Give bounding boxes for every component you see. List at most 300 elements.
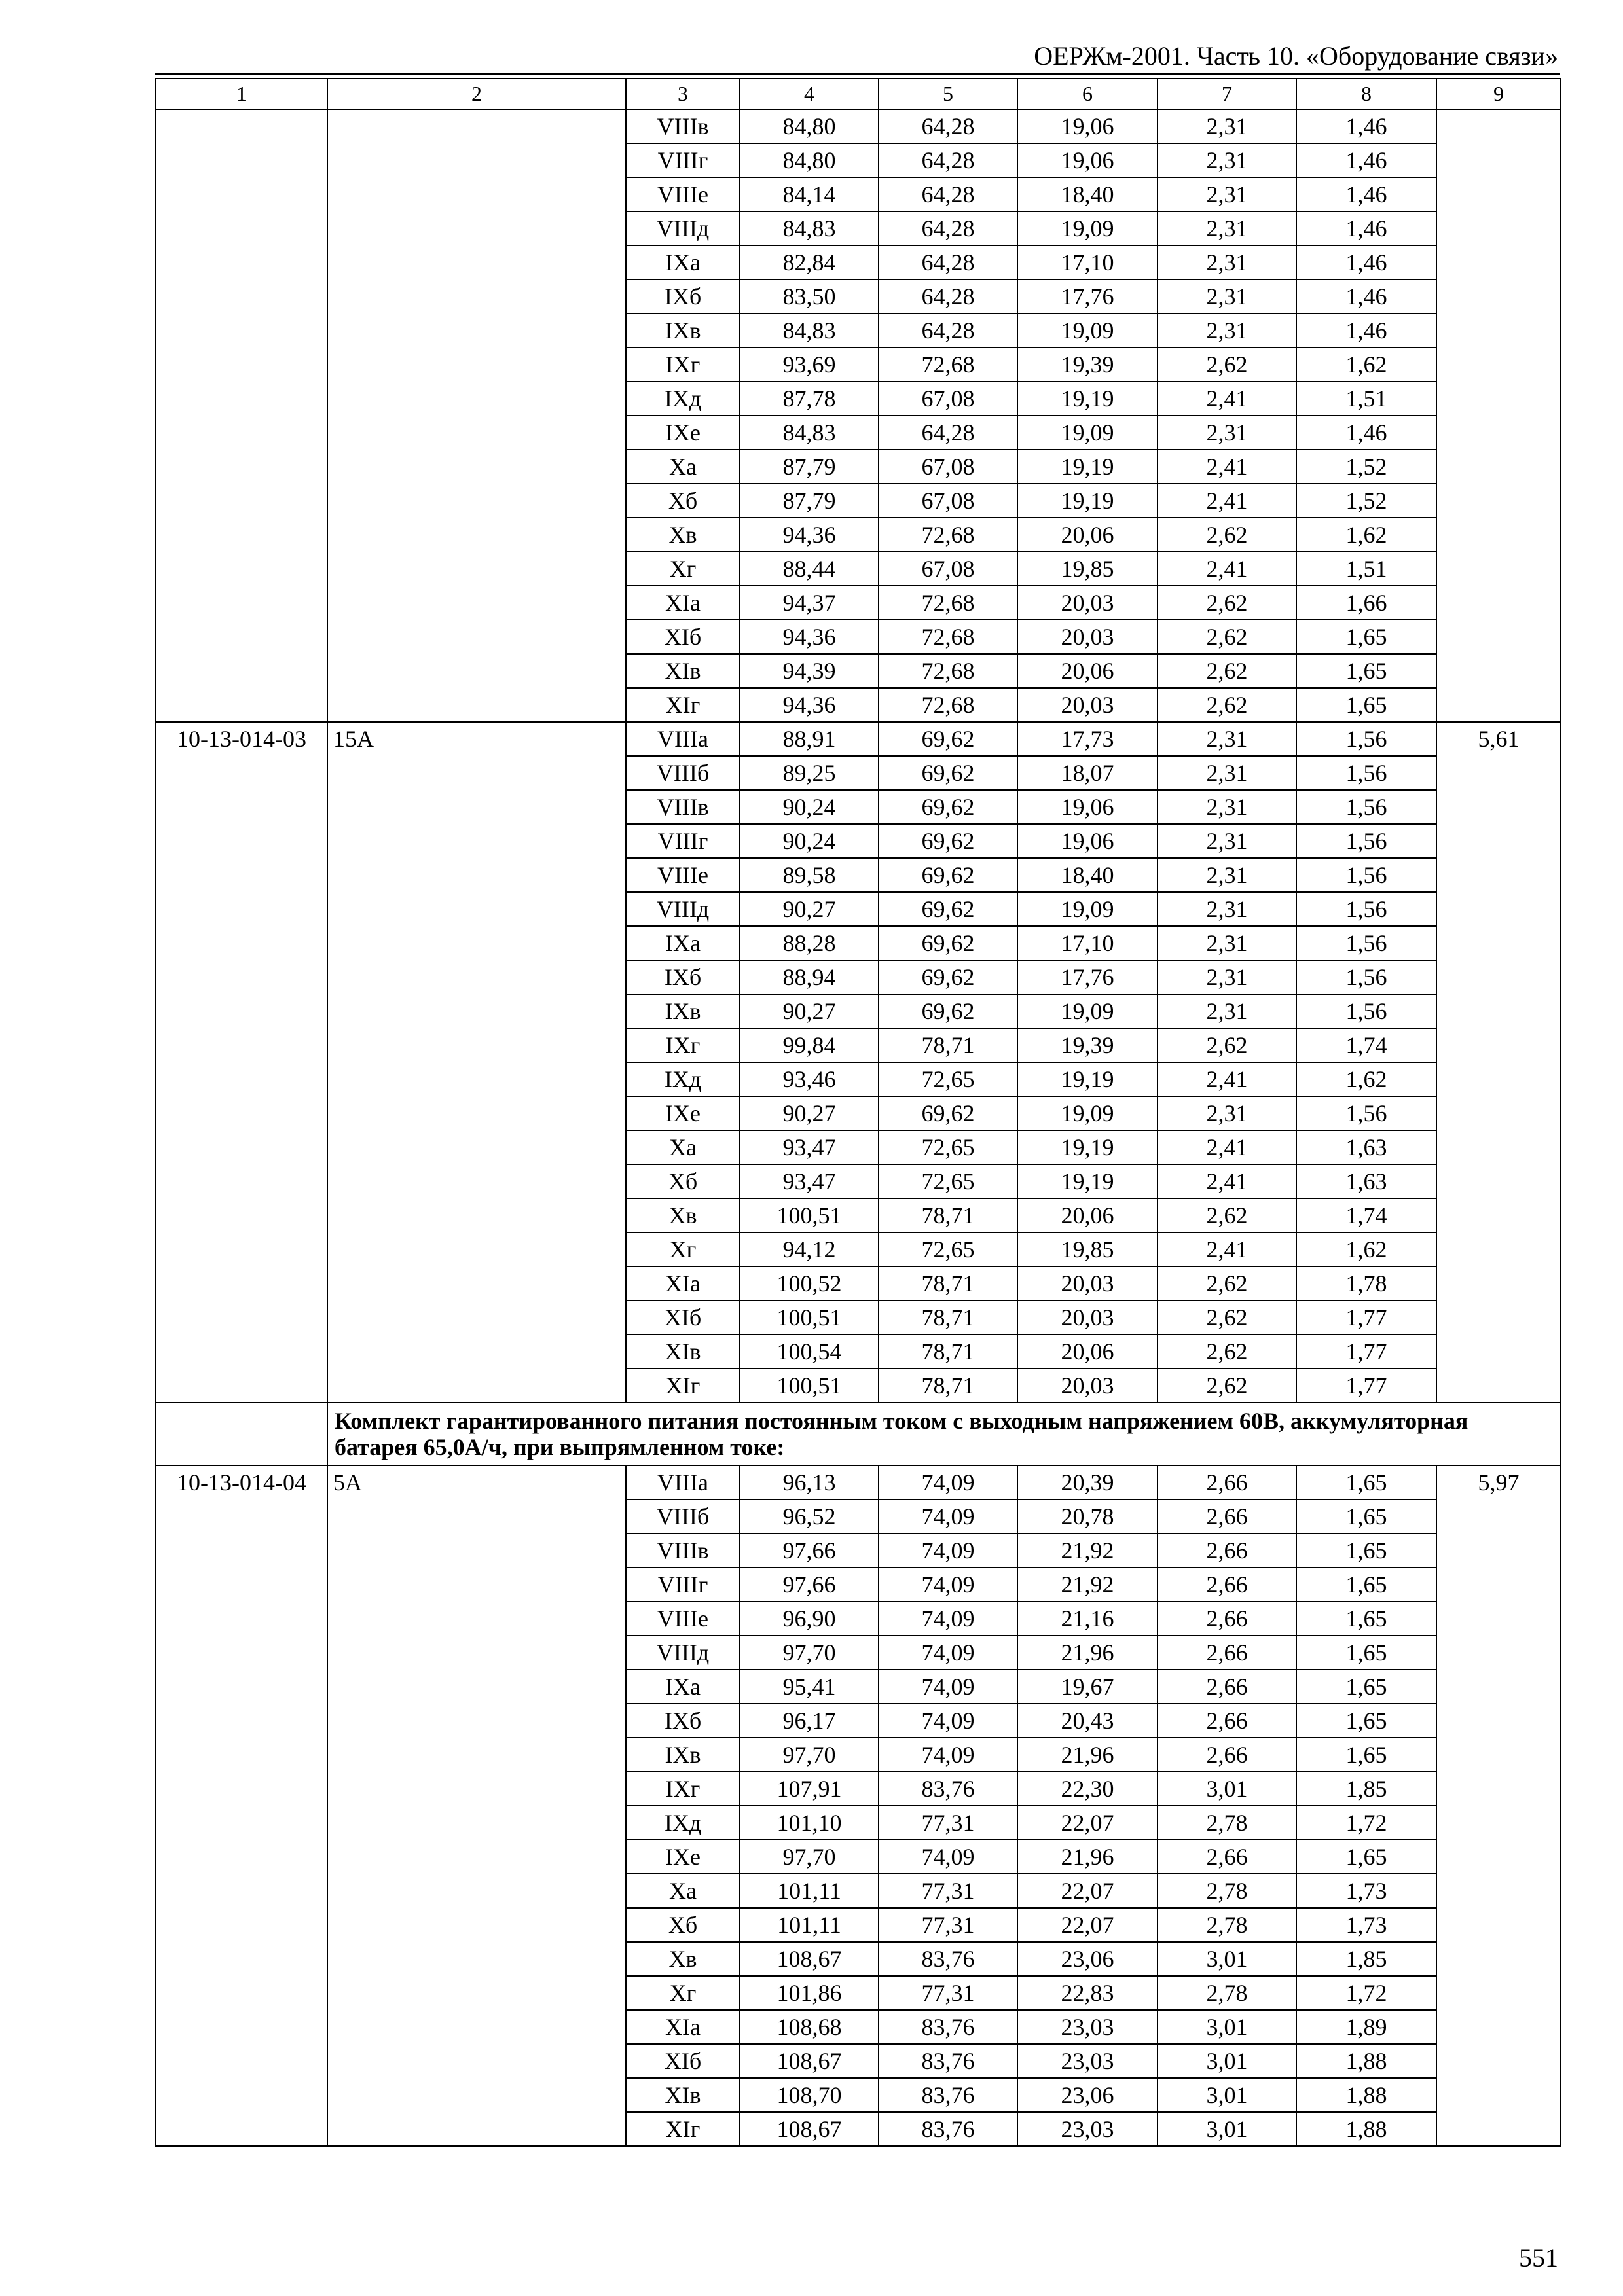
value-cell: 93,47 <box>740 1164 879 1198</box>
value-cell: 107,91 <box>740 1772 879 1806</box>
value-cell: 3,01 <box>1158 1772 1296 1806</box>
value-cell: 1,56 <box>1296 824 1436 858</box>
value-cell: 96,90 <box>740 1602 879 1636</box>
value-cell: 1,65 <box>1296 654 1436 688</box>
value-cell: 97,70 <box>740 1738 879 1772</box>
table-row <box>156 1465 1561 1499</box>
value-cell: 1,85 <box>1296 1942 1436 1976</box>
value-cell: 19,06 <box>1017 790 1158 824</box>
value-cell: 101,11 <box>740 1908 879 1942</box>
value-cell: 20,06 <box>1017 1335 1158 1369</box>
value-cell: 20,03 <box>1017 586 1158 620</box>
value-cell: 2,31 <box>1158 722 1296 756</box>
value-cell: 74,09 <box>879 1465 1017 1499</box>
value-cell: 90,27 <box>740 1096 879 1130</box>
value-cell: 90,24 <box>740 824 879 858</box>
value-cell: 1,65 <box>1296 1499 1436 1534</box>
zone-cell: XIб <box>626 1300 740 1335</box>
value-cell: 64,28 <box>879 416 1017 450</box>
value-cell: 2,62 <box>1158 620 1296 654</box>
value-cell: 74,09 <box>879 1840 1017 1874</box>
value-cell: 1,56 <box>1296 858 1436 892</box>
value-cell: 20,39 <box>1017 1465 1158 1499</box>
value-cell: 69,62 <box>879 1096 1017 1130</box>
value-cell: 19,39 <box>1017 348 1158 382</box>
value-cell: 90,27 <box>740 994 879 1028</box>
value-cell: 1,65 <box>1296 1602 1436 1636</box>
value-cell: 17,73 <box>1017 722 1158 756</box>
zone-cell: XIг <box>626 2112 740 2146</box>
value-cell: 3,01 <box>1158 2078 1296 2112</box>
zone-cell: Xа <box>626 1874 740 1908</box>
value-cell: 19,67 <box>1017 1670 1158 1704</box>
value-cell: 72,65 <box>879 1164 1017 1198</box>
value-cell: 2,66 <box>1158 1840 1296 1874</box>
value-cell: 72,68 <box>879 586 1017 620</box>
value-cell: 64,28 <box>879 245 1017 279</box>
value-cell: 20,03 <box>1017 1300 1158 1335</box>
column-number-row <box>156 79 1561 109</box>
value-cell: 21,92 <box>1017 1534 1158 1568</box>
value-cell: 19,19 <box>1017 1130 1158 1164</box>
value-cell: 19,06 <box>1017 109 1158 143</box>
value-cell: 19,09 <box>1017 892 1158 926</box>
value-cell: 2,41 <box>1158 1164 1296 1198</box>
value-cell: 19,06 <box>1017 143 1158 177</box>
zone-cell: IXа <box>626 245 740 279</box>
value-cell: 90,27 <box>740 892 879 926</box>
value-cell: 72,65 <box>879 1062 1017 1096</box>
value-cell: 1,51 <box>1296 552 1436 586</box>
column-number: 2 <box>327 79 626 109</box>
value-cell: 1,62 <box>1296 1062 1436 1096</box>
value-cell: 2,66 <box>1158 1636 1296 1670</box>
zone-cell: VIIIе <box>626 1602 740 1636</box>
value-cell: 84,80 <box>740 109 879 143</box>
value-cell: 88,28 <box>740 926 879 960</box>
value-cell: 64,28 <box>879 314 1017 348</box>
value-cell: 108,70 <box>740 2078 879 2112</box>
value-cell: 1,62 <box>1296 518 1436 552</box>
value-cell: 2,66 <box>1158 1534 1296 1568</box>
value-cell: 18,40 <box>1017 177 1158 211</box>
value-cell: 1,46 <box>1296 143 1436 177</box>
value-cell: 19,09 <box>1017 314 1158 348</box>
zone-cell: XIа <box>626 1266 740 1300</box>
value-cell: 2,62 <box>1158 688 1296 722</box>
value-cell: 96,52 <box>740 1499 879 1534</box>
zone-cell: VIIIб <box>626 756 740 790</box>
zone-cell: XIб <box>626 2044 740 2078</box>
value-cell: 108,68 <box>740 2010 879 2044</box>
zone-cell: VIIIв <box>626 109 740 143</box>
value-cell: 64,28 <box>879 177 1017 211</box>
zone-cell: IXа <box>626 926 740 960</box>
value-cell: 1,52 <box>1296 450 1436 484</box>
value-cell: 74,09 <box>879 1499 1017 1534</box>
value-cell: 74,09 <box>879 1704 1017 1738</box>
value-cell: 84,14 <box>740 177 879 211</box>
value-cell: 94,36 <box>740 688 879 722</box>
zone-cell: IXе <box>626 416 740 450</box>
value-cell: 1,66 <box>1296 586 1436 620</box>
column-number: 6 <box>1017 79 1158 109</box>
value-cell: 83,50 <box>740 279 879 314</box>
zone-cell: IXд <box>626 1806 740 1840</box>
value-cell: 2,31 <box>1158 416 1296 450</box>
value-cell: 2,66 <box>1158 1738 1296 1772</box>
zone-cell: Xг <box>626 1232 740 1266</box>
value-cell: 1,65 <box>1296 620 1436 654</box>
value-cell: 64,28 <box>879 279 1017 314</box>
value-cell: 20,03 <box>1017 688 1158 722</box>
value-cell: 2,62 <box>1158 654 1296 688</box>
value-cell: 19,39 <box>1017 1028 1158 1062</box>
value-cell: 78,71 <box>879 1300 1017 1335</box>
value-cell: 1,72 <box>1296 1976 1436 2010</box>
value-cell: 2,41 <box>1158 1232 1296 1266</box>
value-cell: 2,78 <box>1158 1806 1296 1840</box>
value-cell: 87,79 <box>740 450 879 484</box>
zone-cell: Xв <box>626 518 740 552</box>
value-cell: 100,54 <box>740 1335 879 1369</box>
value-cell: 2,78 <box>1158 1908 1296 1942</box>
value-cell: 22,07 <box>1017 1908 1158 1942</box>
value-cell: 20,06 <box>1017 654 1158 688</box>
value-cell: 1,62 <box>1296 1232 1436 1266</box>
zone-cell: XIб <box>626 620 740 654</box>
zone-cell: Xб <box>626 1164 740 1198</box>
value-cell: 17,10 <box>1017 245 1158 279</box>
value-cell: 2,66 <box>1158 1602 1296 1636</box>
zone-cell: IXг <box>626 1772 740 1806</box>
page-number: 551 <box>1519 2243 1558 2272</box>
value-cell: 22,83 <box>1017 1976 1158 2010</box>
value-cell: 1,77 <box>1296 1335 1436 1369</box>
zone-cell: IXг <box>626 1028 740 1062</box>
value-cell: 2,31 <box>1158 279 1296 314</box>
value-cell: 2,31 <box>1158 314 1296 348</box>
value-cell: 72,65 <box>879 1232 1017 1266</box>
value-cell: 1,56 <box>1296 994 1436 1028</box>
value-cell: 2,66 <box>1158 1499 1296 1534</box>
value-cell: 2,31 <box>1158 177 1296 211</box>
value-cell: 1,89 <box>1296 2010 1436 2044</box>
value-cell: 2,78 <box>1158 1976 1296 2010</box>
zone-cell: IXд <box>626 1062 740 1096</box>
value-cell: 2,31 <box>1158 245 1296 279</box>
value-cell: 101,11 <box>740 1874 879 1908</box>
zone-cell: Xг <box>626 1976 740 2010</box>
value-cell: 74,09 <box>879 1534 1017 1568</box>
table-body <box>156 79 1561 2146</box>
value-cell: 1,46 <box>1296 211 1436 245</box>
value-cell: 84,83 <box>740 314 879 348</box>
value-cell: 19,06 <box>1017 824 1158 858</box>
section-heading: Комплект гарантированного питания постоянным током с выходным напряжением 60В, аккумуляторная батарея 65,0А/ч, при выпрямленном токе: <box>327 1403 1561 1465</box>
value-cell: 3,01 <box>1158 2044 1296 2078</box>
value-cell: 1,73 <box>1296 1908 1436 1942</box>
value-cell: 83,76 <box>879 2078 1017 2112</box>
value-cell: 1,56 <box>1296 960 1436 994</box>
value-cell: 21,92 <box>1017 1568 1158 1602</box>
value-cell: 1,63 <box>1296 1130 1436 1164</box>
value-cell: 19,09 <box>1017 211 1158 245</box>
zone-cell: IXб <box>626 1704 740 1738</box>
value-cell: 1,65 <box>1296 1534 1436 1568</box>
value-cell: 1,63 <box>1296 1164 1436 1198</box>
value-cell: 17,10 <box>1017 926 1158 960</box>
value-cell: 67,08 <box>879 450 1017 484</box>
value-cell: 2,31 <box>1158 960 1296 994</box>
value-cell: 3,01 <box>1158 1942 1296 1976</box>
value-cell: 2,62 <box>1158 1300 1296 1335</box>
value-cell: 83,76 <box>879 2044 1017 2078</box>
value-cell: 72,68 <box>879 348 1017 382</box>
value-cell: 97,70 <box>740 1636 879 1670</box>
value-cell: 2,31 <box>1158 926 1296 960</box>
value-cell: 77,31 <box>879 1874 1017 1908</box>
value-cell: 19,19 <box>1017 382 1158 416</box>
value-cell: 108,67 <box>740 2044 879 2078</box>
zone-cell: VIIIд <box>626 211 740 245</box>
zone-cell: Xв <box>626 1942 740 1976</box>
value-cell: 19,85 <box>1017 1232 1158 1266</box>
zone-cell: VIIIе <box>626 858 740 892</box>
value-cell: 2,31 <box>1158 892 1296 926</box>
value-cell: 100,51 <box>740 1198 879 1232</box>
rates-table <box>155 78 1561 2147</box>
value-cell: 78,71 <box>879 1335 1017 1369</box>
value-cell: 2,66 <box>1158 1704 1296 1738</box>
value-cell: 20,06 <box>1017 518 1158 552</box>
code-cell: 10-13-014-03 <box>156 722 327 1403</box>
value-cell: 2,62 <box>1158 518 1296 552</box>
value-cell: 84,83 <box>740 416 879 450</box>
value-cell: 84,80 <box>740 143 879 177</box>
value-cell: 21,96 <box>1017 1636 1158 1670</box>
value-cell: 2,41 <box>1158 1130 1296 1164</box>
value-cell: 78,71 <box>879 1198 1017 1232</box>
zone-cell: Xа <box>626 450 740 484</box>
value-cell: 1,73 <box>1296 1874 1436 1908</box>
value-cell: 22,30 <box>1017 1772 1158 1806</box>
value-cell: 69,62 <box>879 926 1017 960</box>
header-rule <box>155 73 1560 75</box>
value-cell: 19,19 <box>1017 1062 1158 1096</box>
value-cell: 88,94 <box>740 960 879 994</box>
zone-cell: XIг <box>626 688 740 722</box>
current-cell <box>327 109 626 722</box>
value-cell: 72,68 <box>879 518 1017 552</box>
zone-cell: VIIIв <box>626 790 740 824</box>
value-cell: 1,65 <box>1296 1840 1436 1874</box>
value-cell: 18,07 <box>1017 756 1158 790</box>
value-cell: 1,65 <box>1296 1704 1436 1738</box>
value-cell: 21,16 <box>1017 1602 1158 1636</box>
value-cell: 23,03 <box>1017 2112 1158 2146</box>
column-number: 1 <box>156 79 327 109</box>
zone-cell: XIа <box>626 586 740 620</box>
value-cell: 69,62 <box>879 756 1017 790</box>
value-cell: 19,09 <box>1017 994 1158 1028</box>
value-cell: 2,62 <box>1158 1198 1296 1232</box>
value-cell: 74,09 <box>879 1670 1017 1704</box>
value-cell: 101,10 <box>740 1806 879 1840</box>
value-cell: 2,31 <box>1158 211 1296 245</box>
value-cell: 1,46 <box>1296 177 1436 211</box>
value-cell: 1,77 <box>1296 1369 1436 1403</box>
zone-cell: IXб <box>626 279 740 314</box>
value-cell: 88,44 <box>740 552 879 586</box>
value-cell: 100,52 <box>740 1266 879 1300</box>
value-cell: 83,76 <box>879 2112 1017 2146</box>
value-cell: 69,62 <box>879 722 1017 756</box>
value-cell: 97,70 <box>740 1840 879 1874</box>
zone-cell: XIв <box>626 1335 740 1369</box>
value-cell: 74,09 <box>879 1738 1017 1772</box>
zone-cell: VIIIв <box>626 1534 740 1568</box>
value-cell: 23,06 <box>1017 2078 1158 2112</box>
section-row <box>156 1403 1561 1465</box>
value-cell: 1,46 <box>1296 416 1436 450</box>
value-cell: 83,76 <box>879 1772 1017 1806</box>
value-cell: 69,62 <box>879 960 1017 994</box>
value-cell: 1,77 <box>1296 1300 1436 1335</box>
value-cell: 87,79 <box>740 484 879 518</box>
value-cell: 90,24 <box>740 790 879 824</box>
value-cell: 20,03 <box>1017 1266 1158 1300</box>
value-cell: 94,37 <box>740 586 879 620</box>
column-number: 9 <box>1436 79 1561 109</box>
zone-cell: VIIIе <box>626 177 740 211</box>
value-cell: 20,03 <box>1017 1369 1158 1403</box>
value-cell: 82,84 <box>740 245 879 279</box>
value-cell: 77,31 <box>879 1806 1017 1840</box>
value-cell: 1,65 <box>1296 1636 1436 1670</box>
value-cell: 64,28 <box>879 143 1017 177</box>
value-cell: 23,03 <box>1017 2044 1158 2078</box>
value-cell: 2,31 <box>1158 790 1296 824</box>
zone-cell: VIIIд <box>626 1636 740 1670</box>
value-cell: 1,85 <box>1296 1772 1436 1806</box>
value-cell: 1,56 <box>1296 722 1436 756</box>
col9-cell: 5,97 <box>1436 1465 1561 2146</box>
zone-cell: VIIIг <box>626 824 740 858</box>
value-cell: 108,67 <box>740 1942 879 1976</box>
value-cell: 22,07 <box>1017 1874 1158 1908</box>
value-cell: 100,51 <box>740 1369 879 1403</box>
zone-cell: VIIIб <box>626 1499 740 1534</box>
value-cell: 96,17 <box>740 1704 879 1738</box>
value-cell: 1,65 <box>1296 1738 1436 1772</box>
value-cell: 94,12 <box>740 1232 879 1266</box>
value-cell: 84,83 <box>740 211 879 245</box>
value-cell: 20,78 <box>1017 1499 1158 1534</box>
value-cell: 1,65 <box>1296 1465 1436 1499</box>
value-cell: 2,41 <box>1158 450 1296 484</box>
value-cell: 69,62 <box>879 790 1017 824</box>
value-cell: 97,66 <box>740 1568 879 1602</box>
value-cell: 1,65 <box>1296 688 1436 722</box>
value-cell: 67,08 <box>879 382 1017 416</box>
value-cell: 1,56 <box>1296 790 1436 824</box>
value-cell: 23,03 <box>1017 2010 1158 2044</box>
zone-cell: IXе <box>626 1096 740 1130</box>
code-cell <box>156 109 327 722</box>
value-cell: 1,51 <box>1296 382 1436 416</box>
table-row <box>156 109 1561 143</box>
value-cell: 94,36 <box>740 620 879 654</box>
value-cell: 93,47 <box>740 1130 879 1164</box>
value-cell: 93,69 <box>740 348 879 382</box>
value-cell: 78,71 <box>879 1266 1017 1300</box>
zone-cell: VIIIа <box>626 1465 740 1499</box>
column-number: 3 <box>626 79 740 109</box>
value-cell: 17,76 <box>1017 279 1158 314</box>
value-cell: 77,31 <box>879 1976 1017 2010</box>
value-cell: 2,31 <box>1158 824 1296 858</box>
value-cell: 1,72 <box>1296 1806 1436 1840</box>
value-cell: 1,78 <box>1296 1266 1436 1300</box>
value-cell: 2,62 <box>1158 1028 1296 1062</box>
value-cell: 23,06 <box>1017 1942 1158 1976</box>
zone-cell: XIв <box>626 654 740 688</box>
value-cell: 1,74 <box>1296 1028 1436 1062</box>
value-cell: 1,88 <box>1296 2044 1436 2078</box>
value-cell: 1,56 <box>1296 892 1436 926</box>
zone-cell: IXе <box>626 1840 740 1874</box>
value-cell: 18,40 <box>1017 858 1158 892</box>
value-cell: 19,85 <box>1017 552 1158 586</box>
zone-cell: IXг <box>626 348 740 382</box>
value-cell: 101,86 <box>740 1976 879 2010</box>
value-cell: 95,41 <box>740 1670 879 1704</box>
value-cell: 1,74 <box>1296 1198 1436 1232</box>
col9-cell <box>1436 109 1561 722</box>
zone-cell: XIв <box>626 2078 740 2112</box>
value-cell: 17,76 <box>1017 960 1158 994</box>
zone-cell: IXв <box>626 994 740 1028</box>
value-cell: 3,01 <box>1158 2010 1296 2044</box>
value-cell: 2,41 <box>1158 1062 1296 1096</box>
value-cell: 19,09 <box>1017 416 1158 450</box>
value-cell: 21,96 <box>1017 1840 1158 1874</box>
value-cell: 1,88 <box>1296 2078 1436 2112</box>
value-cell: 89,58 <box>740 858 879 892</box>
value-cell: 64,28 <box>879 211 1017 245</box>
value-cell: 2,41 <box>1158 484 1296 518</box>
zone-cell: IXв <box>626 1738 740 1772</box>
zone-cell: VIIIг <box>626 1568 740 1602</box>
value-cell: 67,08 <box>879 484 1017 518</box>
value-cell: 2,62 <box>1158 1369 1296 1403</box>
zone-cell: Xв <box>626 1198 740 1232</box>
zone-cell: Xб <box>626 1908 740 1942</box>
zone-cell: VIIIа <box>626 722 740 756</box>
zone-cell: XIг <box>626 1369 740 1403</box>
value-cell: 2,41 <box>1158 382 1296 416</box>
value-cell: 100,51 <box>740 1300 879 1335</box>
value-cell: 1,46 <box>1296 279 1436 314</box>
value-cell: 1,56 <box>1296 926 1436 960</box>
value-cell: 2,31 <box>1158 109 1296 143</box>
value-cell: 88,91 <box>740 722 879 756</box>
value-cell: 78,71 <box>879 1028 1017 1062</box>
value-cell: 72,65 <box>879 1130 1017 1164</box>
col9-cell: 5,61 <box>1436 722 1561 1403</box>
value-cell: 72,68 <box>879 620 1017 654</box>
